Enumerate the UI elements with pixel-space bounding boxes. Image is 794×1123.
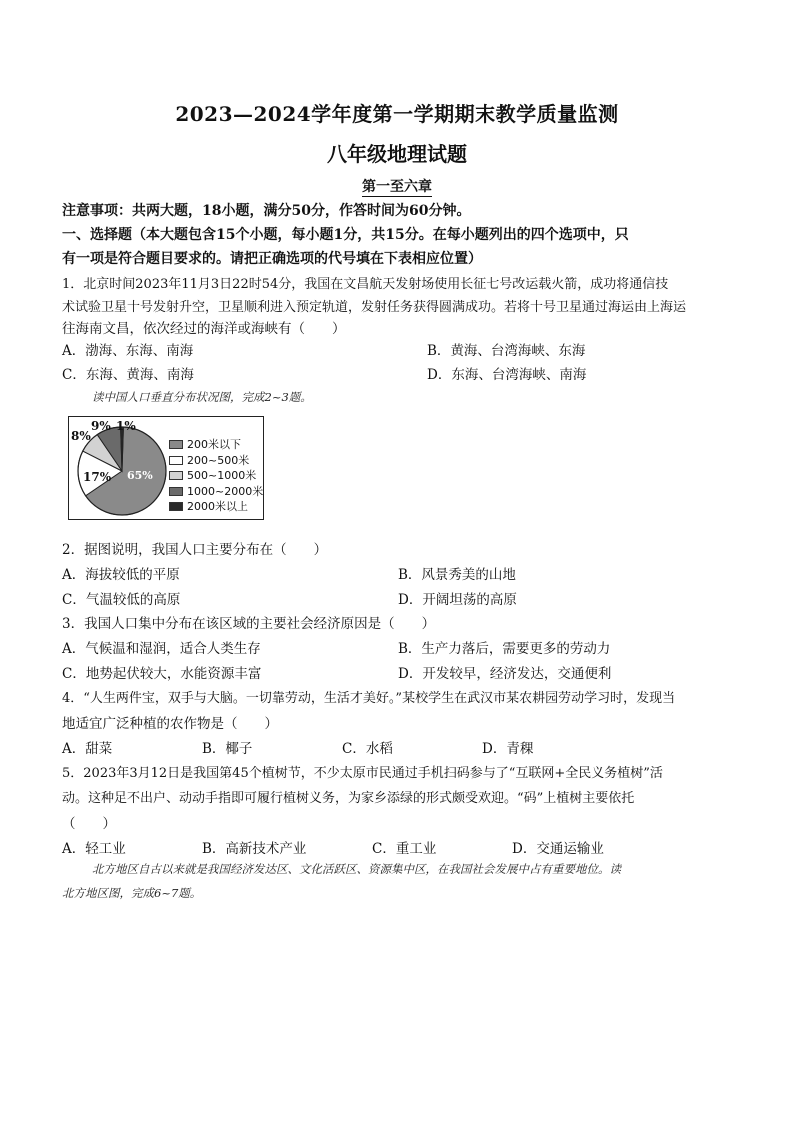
q5-stem-line2: 动。这种足不出户、动动手指即可履行植树义务，为家乡添绿的形式颇受欢迎。“码”上植树主要依托 (62, 791, 635, 806)
q5-option-d: D．交通运输业 (512, 841, 604, 857)
q4-stem-line2: 地适宜广泛种植的农作物是（ ） (62, 716, 278, 732)
pie-label-below-200: 65% (127, 469, 153, 482)
pie-label-1000-2000: 9% (91, 419, 111, 433)
notice: 注意事项：共两大题，18小题，满分50分，作答时间为60分钟。 (62, 203, 471, 219)
q1-option-b: B．黄海、台湾海峡、东海 (427, 343, 586, 359)
chapter-range (0, 176, 794, 196)
q1-option-d: D．东海、台湾海峡、南海 (427, 367, 587, 383)
q2-option-d: D．开阔坦荡的高原 (398, 592, 517, 608)
q3-option-d: D．开发较早，经济发达，交通便利 (398, 666, 612, 682)
q2-3-intro: 读中国人口垂直分布状况图，完成2~3题。 (92, 390, 312, 404)
q4-stem-line1: 4．“人生两件宝，双手与大脑。一切靠劳动，生活才美好。”某校学生在武汉市某农耕园劳动学习时，发现当 (62, 691, 676, 706)
q1-stem-line3: 往海南文昌，依次经过的海洋或海峡有（ ） (62, 321, 346, 337)
q4-option-a: A．甜菜 (62, 741, 113, 757)
q3-stem: 3．我国人口集中分布在该区域的主要社会经济原因是（ ） (62, 616, 436, 632)
q2-option-a: A．海拔较低的平原 (62, 567, 180, 583)
section1-instructions-line1: 一、选择题（本大题包含15个小题，每小题1分，共15分。在每小题列出的四个选项中，只 (62, 227, 629, 243)
legend-label-2000-plus: 2000米以上 (187, 500, 248, 513)
q5-stem-line1: 5．2023年3月12日是我国第45个植树节，不少太原市民通过手机扫码参与了“互联网+全民义务植树”活 (62, 766, 663, 781)
legend-label-200-500: 200~500米 (187, 453, 250, 467)
q1-option-c: C．东海、黄海、南海 (62, 367, 194, 383)
q2-option-b: B．风景秀美的山地 (398, 567, 516, 583)
exam-subtitle: 八年级地理试题 (327, 142, 467, 166)
legend-item-below-200 (169, 437, 263, 453)
section1-instructions-line2: 有一项是符合题目要求的。请把正确选项的代号填在下表相应位置） (62, 251, 482, 267)
q6-7-intro-line1: 北方地区自古以来就是我国经济发达区、文化活跃区、资源集中区，在我国社会发展中占有重要地位。读 (92, 862, 621, 876)
pie-label-200-500: 17% (83, 470, 112, 484)
q5-option-c: C．重工业 (372, 841, 437, 857)
legend-swatch-below-200 (169, 440, 183, 449)
chapter-range-text: 第一至六章 (362, 179, 432, 195)
q1-option-a: A．渤海、东海、南海 (62, 343, 194, 359)
q3-option-b: B．生产力落后，需要更多的劳动力 (398, 641, 611, 657)
q6-7-intro-line2: 北方地区图，完成6~7题。 (62, 886, 202, 900)
q4-option-b: B．椰子 (202, 741, 253, 757)
q4-option-c: C．水稻 (342, 741, 393, 757)
population-elevation-chart (68, 416, 264, 520)
pie-label-500-1000: 8% (71, 429, 91, 443)
q3-option-a: A．气候温和湿润，适合人类生存 (62, 641, 261, 657)
legend-label-500-1000: 500~1000米 (187, 469, 257, 482)
q2-option-c: C．气温较低的高原 (62, 592, 181, 608)
q5-option-a: A．轻工业 (62, 841, 126, 857)
legend-item-2000-plus (169, 499, 263, 515)
legend-label-1000-2000: 1000~2000米 (187, 484, 264, 498)
q5-stem-line3: （ ） (62, 816, 116, 832)
q5-option-b: B．高新技术产业 (202, 841, 307, 857)
legend-swatch-200-500 (169, 456, 183, 465)
q3-option-c: C．地势起伏较大，水能资源丰富 (62, 666, 262, 682)
q4-option-d: D．青稞 (482, 741, 534, 757)
legend-swatch-1000-2000 (169, 487, 183, 496)
q1-stem-line1: 1．北京时间2023年11月3日22时54分，我国在文昌航天发射场使用长征七号改运载火箭，成功将通信技 (62, 277, 669, 292)
legend-item-200-500 (169, 453, 263, 469)
legend-item-1000-2000 (169, 484, 263, 500)
q2-stem: 2．据图说明，我国人口主要分布在（ ） (62, 542, 328, 558)
q1-stem-line2: 术试验卫星十号发射升空，卫星顺利进入预定轨道，发射任务获得圆满成功。若将十号卫星通过海运由上海运 (62, 300, 687, 315)
legend-item-500-1000 (169, 468, 263, 484)
chart-legend (169, 437, 263, 515)
legend-label-below-200: 200米以下 (187, 438, 241, 451)
exam-title: 2023—2024学年度第一学期期末教学质量监测 (175, 102, 619, 126)
legend-swatch-2000-plus (169, 502, 183, 511)
legend-swatch-500-1000 (169, 471, 183, 480)
pie-label-2000-plus: 1% (116, 419, 136, 433)
